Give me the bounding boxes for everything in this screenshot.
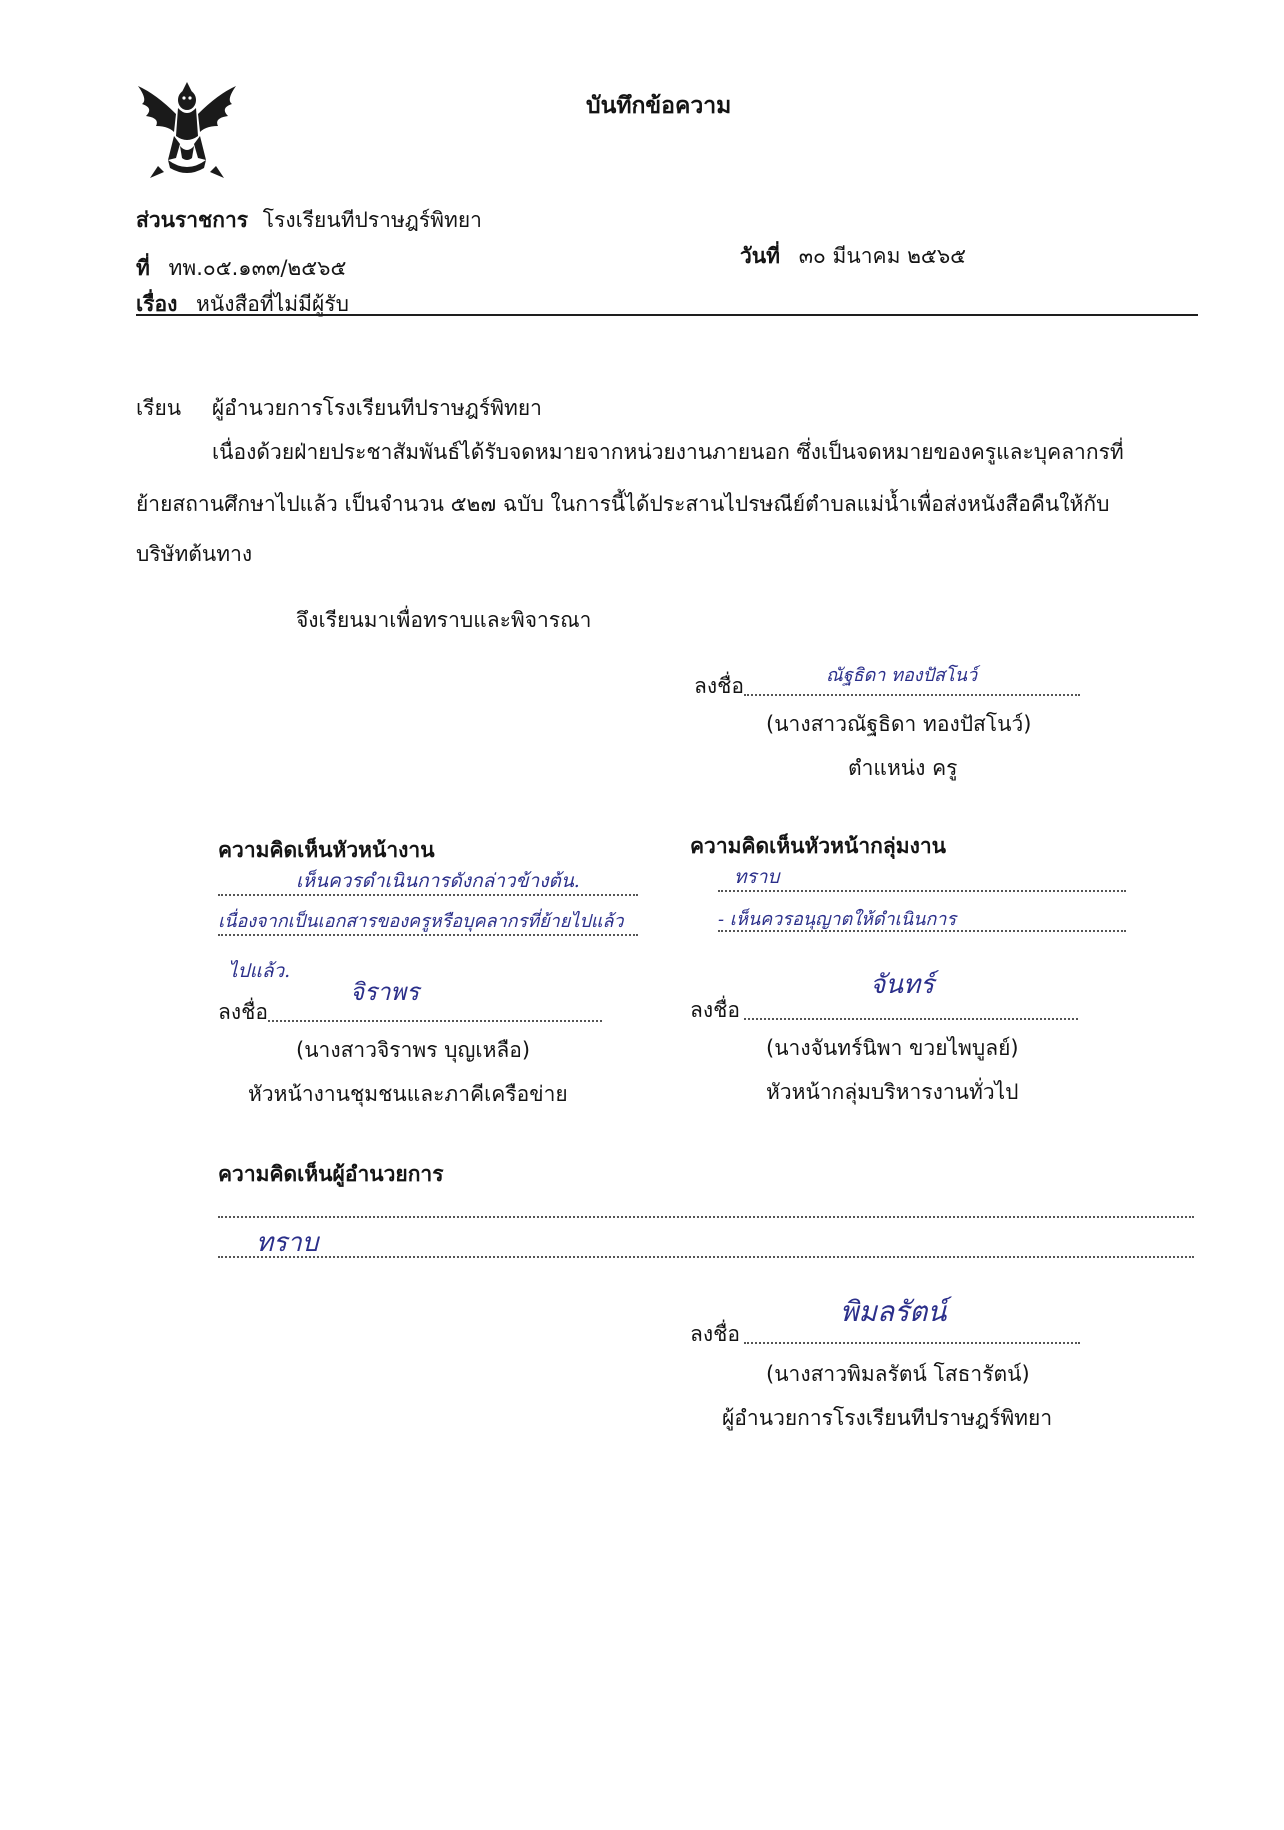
- group-head-signature: จันทร์: [870, 970, 935, 1000]
- agency-value: โรงเรียนทีปราษฎร์พิทยา: [262, 208, 482, 232]
- director-name: (นางสาวพิมลรัตน์ โสธารัตน์): [766, 1362, 1030, 1386]
- sender-position: ตำแหน่ง ครู: [848, 756, 958, 780]
- director-signature: พิมลรัตน์: [840, 1295, 947, 1328]
- section-head-name: (นางสาวจิราพร บุญเหลือ): [296, 1038, 531, 1062]
- subject-value: หนังสือที่ไม่มีผู้รับ: [196, 292, 349, 316]
- date-value: ๓๐ มีนาคม ๒๕๖๕: [798, 244, 967, 268]
- section-head-dots-1: [218, 894, 638, 896]
- director-sign-dots: [744, 1342, 1080, 1344]
- group-head-dots-2: [718, 930, 1126, 932]
- section-head-heading: ความคิดเห็นหัวหน้างาน: [218, 838, 435, 862]
- salutation-value: ผู้อำนวยการโรงเรียนทีปราษฎร์พิทยา: [211, 396, 542, 420]
- sender-sign-label: ลงชื่อ: [694, 674, 744, 698]
- group-head-name: (นางจันทร์นิพา ขวยไพบูลย์): [766, 1036, 1019, 1060]
- group-head-sign-label: ลงชื่อ: [690, 998, 740, 1022]
- group-head-sign-dots: [744, 1018, 1078, 1020]
- section-head-comment-3: ไปแล้ว.: [228, 960, 291, 982]
- salutation-line: [136, 394, 542, 422]
- sender-signature: ณัฐธิดา ทองปัสโนว์: [826, 665, 978, 686]
- agency-line: [136, 206, 482, 234]
- director-comment: ทราบ: [256, 1228, 319, 1258]
- body-line-1: เนื่องด้วยฝ่ายประชาสัมพันธ์ได้รับจดหมายจากหน่วยงานภายนอก ซึ่งเป็นจดหมายของครูและบุคลากรที่: [212, 440, 1124, 464]
- body-line-2: ย้ายสถานศึกษาไปแล้ว เป็นจำนวน ๕๒๗ ฉบับ ในการนี้ได้ประสานไปรษณีย์ตำบลแม่น้ำเพื่อส่งหนังสือคืนให้กับ: [136, 492, 1110, 516]
- director-position: ผู้อำนวยการโรงเรียนทีปราษฎร์พิทยา: [722, 1406, 1053, 1430]
- group-head-comment-1: ทราบ: [734, 866, 780, 888]
- director-dots-1: [218, 1216, 1194, 1218]
- section-head-sign-label: ลงชื่อ: [218, 1000, 268, 1024]
- date-line: [740, 242, 966, 270]
- garuda-emblem: [128, 74, 246, 184]
- header-rule: [136, 314, 1198, 316]
- director-heading: ความคิดเห็นผู้อำนวยการ: [218, 1162, 444, 1186]
- sender-name: (นางสาวณัฐธิดา ทองปัสโนว์): [766, 712, 1032, 736]
- group-head-comment-2: - เห็นควรอนุญาตให้ดำเนินการ: [718, 909, 957, 930]
- closing-text: จึงเรียนมาเพื่อทราบและพิจารณา: [296, 608, 592, 632]
- section-head-position: หัวหน้างานชุมชนและภาคีเครือข่าย: [248, 1082, 568, 1106]
- director-sign-label: ลงชื่อ: [690, 1322, 740, 1346]
- memo-title: บันทึกข้อความ: [586, 93, 732, 119]
- section-head-dots-2: [218, 934, 638, 936]
- date-label: วันที่: [740, 244, 780, 268]
- section-head-sign-dots: [268, 1020, 602, 1022]
- sender-sign-dots: [744, 694, 1080, 696]
- section-head-signature: จิราพร: [350, 978, 420, 1006]
- ref-label: ที่: [136, 256, 150, 280]
- group-head-heading: ความคิดเห็นหัวหน้ากลุ่มงาน: [690, 834, 946, 858]
- subject-label: เรื่อง: [136, 292, 178, 316]
- body-line-3: บริษัทต้นทาง: [136, 542, 253, 566]
- group-head-position: หัวหน้ากลุ่มบริหารงานทั่วไป: [766, 1080, 1019, 1104]
- section-head-comment-2: เนื่องจากเป็นเอกสารของครูหรือบุคลากรที่ย้ายไปแล้ว: [218, 911, 624, 932]
- group-head-dots-1: [718, 890, 1126, 892]
- director-dots-2: [218, 1256, 1194, 1258]
- agency-label: ส่วนราชการ: [136, 208, 249, 232]
- section-head-comment-1: เห็นควรดำเนินการดังกล่าวข้างต้น.: [296, 870, 580, 892]
- salutation-label: เรียน: [136, 396, 182, 420]
- ref-line: [136, 254, 346, 282]
- ref-value: ทพ.๐๕.๑๓๓/๒๕๖๕: [168, 256, 347, 280]
